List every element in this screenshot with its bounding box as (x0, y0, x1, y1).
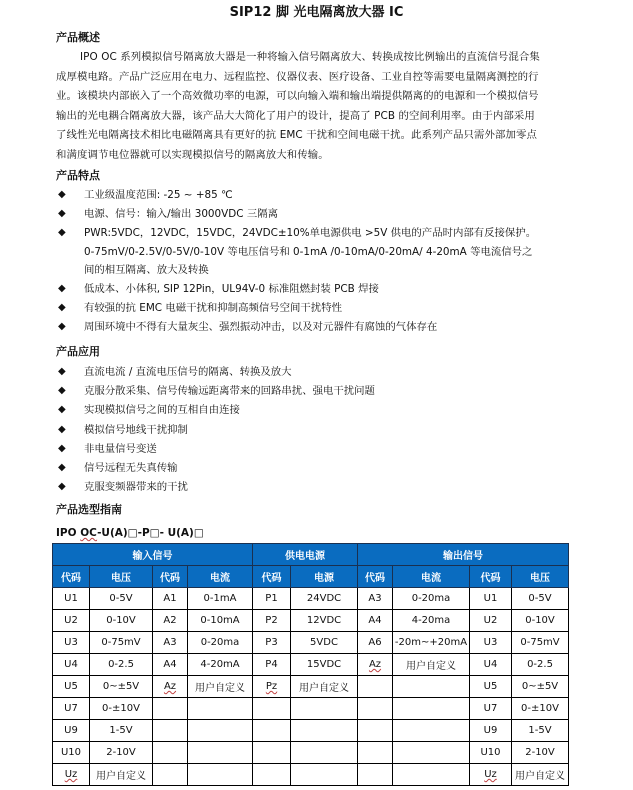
selection-table (52, 543, 569, 786)
table-cell (53, 588, 90, 610)
table-cell (291, 698, 358, 720)
table-cell (470, 720, 512, 742)
cell-value: 4-20mA (200, 659, 240, 670)
cell-value: Az (368, 659, 382, 670)
table-cell (393, 698, 470, 720)
group-output-signal: 输出信号 (358, 544, 569, 566)
cell-value: 0-2.5 (108, 659, 134, 670)
features-heading: 产品特点 (56, 169, 100, 182)
feature-text: 电源、信号：输入/输出 3000VDC 三隔离 (84, 208, 278, 220)
cell-value: U2 (483, 615, 498, 626)
cell-value: A4 (163, 659, 177, 670)
cell-value: Uz (64, 769, 78, 780)
column-header-row (53, 566, 569, 588)
table-cell (90, 742, 153, 764)
table-cell (90, 610, 153, 632)
table-cell (90, 764, 153, 786)
selection-heading: 产品选型指南 (56, 503, 122, 516)
document-title: SIP12 脚 光电隔离放大器 IC (229, 5, 404, 20)
column-header: 代码 (470, 566, 512, 588)
table-cell (358, 632, 393, 654)
cell-value: Az (163, 681, 177, 692)
table-cell (358, 654, 393, 676)
cell-value: U5 (483, 681, 498, 692)
table-cell (253, 676, 291, 698)
table-cell (291, 654, 358, 676)
table-cell (470, 654, 512, 676)
cell-value: U7 (483, 703, 498, 714)
table-cell (512, 654, 569, 676)
table-cell (153, 654, 188, 676)
table-cell (153, 676, 188, 698)
table-cell (90, 632, 153, 654)
table-cell (253, 610, 291, 632)
table-cell (512, 764, 569, 786)
cell-value: A3 (368, 593, 382, 604)
cell-value: A4 (368, 615, 382, 626)
table-cell (393, 676, 470, 698)
table-cell (153, 764, 188, 786)
column-header: 代码 (253, 566, 291, 588)
cell-value: 0~±5V (521, 681, 559, 692)
table-cell (291, 632, 358, 654)
feature-text: 0-75mV/0-2.5V/0-5V/0-10V 等电压信号和 0-1mA /0-10mA/0-20mA/ 4-20mA 等电流信号之 (84, 245, 533, 258)
cell-value: U10 (480, 747, 501, 758)
cell-value: 2-10V (106, 747, 136, 758)
cell-value: U10 (60, 747, 82, 758)
table-cell (90, 676, 153, 698)
table-cell (153, 588, 188, 610)
table-cell (358, 764, 393, 786)
table-cell (358, 698, 393, 720)
cell-value: 0-±10V (521, 703, 559, 714)
table-cell (53, 654, 90, 676)
column-header: 代码 (53, 566, 90, 588)
bullet-diamond-icon: ◆ (58, 321, 66, 332)
cell-value: 用户自定义 (515, 771, 565, 782)
cell-value: 12VDC (306, 615, 342, 626)
table-cell (90, 698, 153, 720)
overview-heading: 产品概述 (56, 31, 100, 44)
feature-item (56, 299, 586, 318)
cell-value: A3 (163, 637, 177, 648)
cell-value: 1-5V (528, 725, 552, 736)
bullet-diamond-icon: ◆ (58, 385, 66, 397)
column-header: 代码 (358, 566, 393, 588)
table-cell (512, 588, 569, 610)
table-cell (253, 764, 291, 786)
cell-value: Uz (484, 769, 497, 780)
bullet-diamond-icon: ◆ (58, 462, 66, 473)
model-code (56, 526, 204, 540)
cell-value: 0-10V (106, 615, 136, 626)
bullet-diamond-icon: ◆ (58, 423, 66, 435)
table-cell (53, 720, 90, 742)
feature-item (56, 318, 586, 337)
feature-item (56, 280, 586, 299)
feature-text: PWR:5VDC，12VDC，15VDC，24VDC±10%单电源供电 >5V 供电的产品时内部有反接保护。 (84, 227, 537, 239)
table-cell (153, 698, 188, 720)
table-cell (188, 698, 253, 720)
overview-line: 和满度调节电位器就可以实现模拟信号的隔离放大和传输。 (56, 149, 329, 161)
table-cell (512, 610, 569, 632)
cell-value: 24VDC (306, 593, 342, 604)
table-cell (358, 676, 393, 698)
cell-value: 0-20ma (411, 593, 451, 604)
cell-value: 0-5V (528, 593, 552, 604)
cell-value: U5 (64, 681, 78, 692)
application-text: 模拟信号地线干扰抑制 (84, 423, 188, 436)
application-text: 克服分散采集、信号传输远距离带来的回路串扰、强电干扰问题 (84, 385, 375, 398)
application-text: 克服变频器带来的干扰 (84, 481, 188, 494)
cell-value: Pz (265, 681, 278, 692)
column-header: 电流 (393, 566, 470, 588)
column-header: 电压 (90, 566, 153, 588)
overview-line: 了线性光电隔离技术相比电磁隔离具有更好的抗 EMC 干扰和空间电磁干扰。此系列产品只需外部加零点 (56, 129, 537, 142)
table-cell (393, 588, 470, 610)
group-power-supply: 供电电源 (253, 544, 358, 566)
table-cell (90, 654, 153, 676)
model-prefix: IPO (56, 527, 81, 539)
cell-value: P3 (265, 637, 278, 648)
column-header: 电流 (188, 566, 253, 588)
table-cell (470, 742, 512, 764)
table-cell (470, 588, 512, 610)
cell-value: A1 (163, 593, 177, 604)
table-cell (393, 654, 470, 676)
cell-value: 5VDC (310, 637, 338, 648)
feature-text: 低成本、小体积, SIP 12Pin，UL94V-0 标准阻燃封装 PCB 焊接 (84, 283, 379, 295)
cell-value: 0-75mV (101, 637, 141, 648)
table-cell (153, 610, 188, 632)
cell-value: 用户自定义 (195, 683, 245, 694)
bullet-diamond-icon: ◆ (58, 189, 66, 200)
table-row (53, 698, 569, 720)
table-row (53, 764, 569, 786)
cell-value: 0-±10V (102, 703, 140, 714)
cell-value: 0-5V (109, 593, 133, 604)
table-row (53, 610, 569, 632)
table-cell (393, 742, 470, 764)
table-cell (153, 632, 188, 654)
cell-value: 0-1mA (203, 593, 237, 604)
table-cell (470, 632, 512, 654)
feature-text: 工业级温度范围: -25 ~ +85 ℃ (84, 189, 233, 201)
application-text: 非电量信号变送 (84, 442, 157, 455)
table-cell (53, 742, 90, 764)
overview-line: 业。该模块内部嵌入了一个高效微功率的电源，可以向输入端和输出端提供隔离的的电源和一个模拟信号 (56, 90, 539, 103)
table-cell (188, 610, 253, 632)
table-cell (393, 610, 470, 632)
table-cell (153, 742, 188, 764)
table-cell (90, 720, 153, 742)
table-cell (470, 764, 512, 786)
cell-value: U2 (64, 615, 78, 626)
column-header: 电源 (291, 566, 358, 588)
application-text: 信号远程无失真传输 (84, 462, 178, 474)
table-cell (358, 742, 393, 764)
table-cell (153, 720, 188, 742)
feature-text: 周围环境中不得有大量灰尘、强烈振动冲击，以及对元器件有腐蚀的气体存在 (84, 321, 438, 333)
cell-value: 用户自定义 (96, 771, 146, 782)
feature-item (56, 186, 586, 205)
table-cell (291, 588, 358, 610)
cell-value: 0-2.5 (527, 659, 553, 670)
bullet-diamond-icon: ◆ (58, 481, 66, 493)
table-cell (188, 588, 253, 610)
table-cell (512, 676, 569, 698)
table-cell (358, 720, 393, 742)
cell-value: U7 (64, 703, 78, 714)
cell-value: A2 (163, 615, 177, 626)
table-cell (291, 676, 358, 698)
column-header: 代码 (153, 566, 188, 588)
bullet-diamond-icon: ◆ (58, 302, 66, 313)
bullet-diamond-icon: ◆ (58, 442, 66, 454)
table-cell (253, 588, 291, 610)
cell-value: U9 (64, 725, 78, 736)
table-row (53, 654, 569, 676)
group-input-signal: 输入信号 (53, 544, 253, 566)
table-cell (512, 742, 569, 764)
table-row (53, 588, 569, 610)
table-cell (188, 742, 253, 764)
table-cell (393, 632, 470, 654)
feature-item (56, 224, 586, 280)
selection-table-body (53, 588, 569, 786)
bullet-diamond-icon: ◆ (58, 208, 66, 219)
feature-text: 有较强的抗 EMC 电磁干扰和抑制高频信号空间干扰特性 (84, 302, 342, 314)
cell-value: -20m~+20mA (394, 637, 468, 648)
cell-value: U3 (483, 637, 498, 648)
cell-value: P1 (265, 593, 278, 604)
bullet-diamond-icon: ◆ (58, 227, 66, 238)
cell-value: U4 (64, 659, 78, 670)
table-cell (291, 764, 358, 786)
cell-value: U9 (483, 725, 498, 736)
application-item (56, 459, 586, 478)
cell-value: A6 (368, 637, 382, 648)
cell-value: P4 (265, 659, 278, 670)
cell-value: 1-5V (109, 725, 133, 736)
feature-text: 间的相互隔离、放大及转换 (84, 264, 209, 276)
table-cell (470, 610, 512, 632)
application-item (56, 401, 586, 420)
cell-value: 0-10mA (200, 615, 240, 626)
overview-line: 输出的光电耦合隔离放大器，该产品大大简化了用户的设计，提高了 PCB 的空间利用率。由于内部采用 (56, 109, 535, 122)
bullet-diamond-icon: ◆ (58, 366, 66, 377)
group-header-row (53, 544, 569, 566)
application-item (56, 382, 586, 401)
cell-value: U1 (64, 593, 78, 604)
table-cell (470, 676, 512, 698)
table-cell (253, 720, 291, 742)
table-row (53, 720, 569, 742)
table-cell (470, 698, 512, 720)
bullet-diamond-icon: ◆ (58, 283, 66, 294)
cell-value: U3 (64, 637, 78, 648)
table-cell (393, 764, 470, 786)
feature-item (56, 205, 586, 224)
table-cell (253, 742, 291, 764)
cell-value: 2-10V (525, 747, 555, 758)
application-item (56, 478, 586, 497)
cell-value: 0~±5V (102, 681, 140, 692)
table-row (53, 676, 569, 698)
table-cell (253, 654, 291, 676)
table-cell (90, 588, 153, 610)
table-cell (358, 610, 393, 632)
table-cell (512, 632, 569, 654)
table-cell (188, 632, 253, 654)
table-cell (53, 610, 90, 632)
table-cell (291, 742, 358, 764)
table-cell (253, 698, 291, 720)
model-rest: -U(A)□-P□- U(A)□ (97, 527, 204, 539)
table-cell (291, 720, 358, 742)
cell-value: 0-75mV (520, 637, 560, 648)
cell-value: 用户自定义 (299, 683, 349, 694)
application-item (56, 363, 586, 382)
bullet-diamond-icon: ◆ (58, 404, 66, 416)
table-cell (188, 676, 253, 698)
cell-value: U4 (483, 659, 498, 670)
cell-value: P2 (265, 615, 278, 626)
table-cell (512, 698, 569, 720)
cell-value: 15VDC (306, 659, 342, 670)
cell-value: 4-20ma (411, 615, 451, 626)
application-text: 实现模拟信号之间的互相自由连接 (84, 404, 240, 417)
table-cell (291, 610, 358, 632)
column-header: 电压 (512, 566, 569, 588)
cell-value: U1 (483, 593, 498, 604)
cell-value: 0-20ma (200, 637, 240, 648)
cell-value: 用户自定义 (406, 661, 456, 672)
table-cell (358, 588, 393, 610)
overview-line: IPO OC 系列模拟信号隔离放大器是一种将输入信号隔离放大、转换成按比例输出的直流信号混合集 (80, 51, 540, 63)
table-cell (53, 632, 90, 654)
table-row (53, 742, 569, 764)
application-item (56, 440, 586, 459)
application-item (56, 421, 586, 440)
table-row (53, 632, 569, 654)
table-cell (53, 764, 90, 786)
table-cell (253, 632, 291, 654)
table-cell (188, 764, 253, 786)
table-cell (188, 720, 253, 742)
table-cell (512, 720, 569, 742)
overview-line: 成厚模电路。产品广泛应用在电力、远程监控、仪器仪表、医疗设备、工业自控等需要电量隔离测控的行 (56, 70, 539, 83)
cell-value: 0-10V (525, 615, 555, 626)
application-text: 直流电流 / 直流电压信号的隔离、转换及放大 (84, 366, 292, 378)
applications-heading: 产品应用 (56, 345, 100, 358)
table-cell (393, 720, 470, 742)
table-cell (53, 676, 90, 698)
model-oc: OC (80, 527, 98, 539)
table-cell (188, 654, 253, 676)
table-cell (53, 698, 90, 720)
